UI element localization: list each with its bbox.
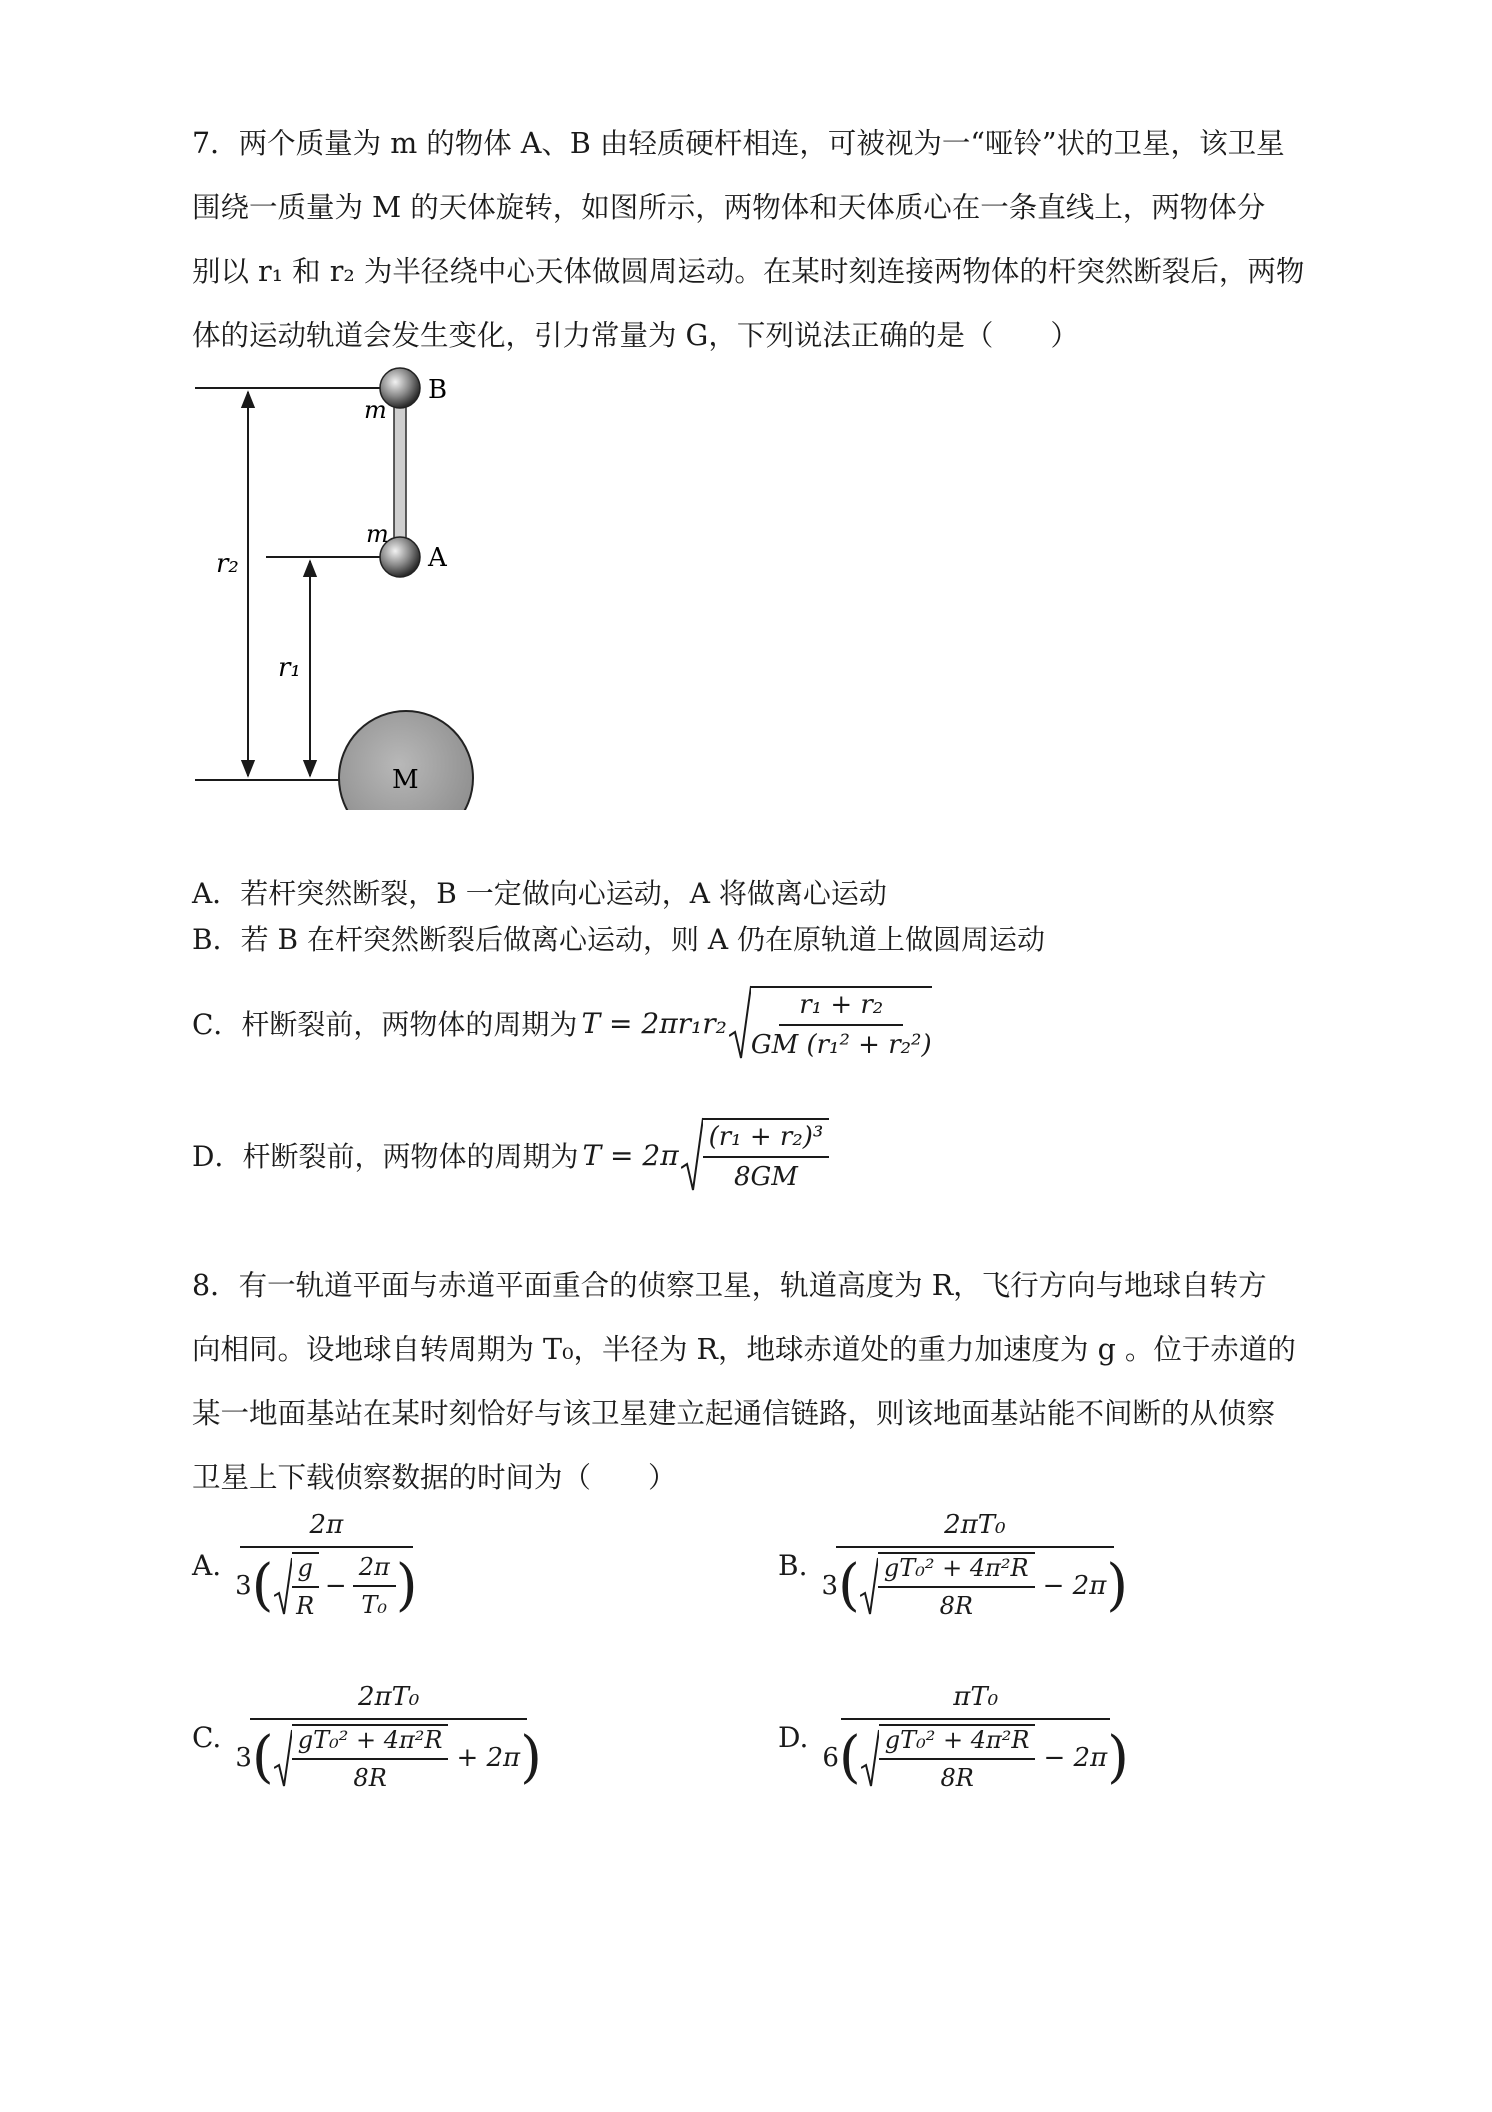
q8-line-2: 向相同。设地球自转周期为 T₀，半径为 R，地球赤道处的重力加速度为 g 。位于赤道的 <box>192 1333 1296 1366</box>
q8-option-A-rad-den: R <box>296 1592 315 1620</box>
q8-line-4: 卫星上下载侦察数据的时间为（ ） <box>192 1461 677 1494</box>
q8-option-B-tail: − 2π <box>1042 1571 1107 1601</box>
question-8-stem <box>192 1254 1312 1510</box>
q8-option-D-rad-num: gT₀² + 4π²R <box>879 1726 1036 1760</box>
rigid-rod <box>394 396 406 550</box>
q8-option-C-rad <box>292 1724 449 1792</box>
label-M: M <box>392 765 419 795</box>
q8-option-B-label: B. <box>778 1548 808 1582</box>
minus-sign: − <box>324 1571 347 1601</box>
q8-option-C-rad-den: 8R <box>353 1764 387 1792</box>
q7-option-B[interactable]: B．若 B 在杆突然断裂后做离心运动，则 A 仍在原轨道上做圆周运动 <box>192 923 1045 956</box>
sqrt-sign <box>681 1116 703 1194</box>
q8-option-B-coef: 3 <box>821 1571 839 1601</box>
q8-option-A-rad <box>292 1552 319 1620</box>
q7-option-D-fraction <box>703 1118 830 1192</box>
question-7-stem <box>192 112 1312 368</box>
label-mass-A: m <box>366 520 389 548</box>
q8-option-B-rad-den: 8R <box>939 1592 973 1620</box>
q7-option-C[interactable] <box>192 984 932 1062</box>
paren-open: ( <box>251 1725 274 1790</box>
label-mass-B: m <box>364 396 387 424</box>
q7-option-C-fraction <box>751 986 932 1060</box>
q8-option-D[interactable] <box>778 1682 1129 1792</box>
q8-option-D-label: D. <box>778 1720 809 1754</box>
planet-M <box>339 711 473 810</box>
q8-option-B-numerator: 2πT₀ <box>836 1510 1113 1548</box>
q8-option-A-fraction <box>235 1510 417 1620</box>
label-r2: r₂ <box>216 549 239 579</box>
q8-option-C-denominator <box>235 1720 542 1792</box>
q7-option-C-numerator: r₁ + r₂ <box>779 990 903 1026</box>
q7-option-C-text: C．杆断裂前，两物体的周期为 <box>192 1008 578 1041</box>
q7-option-C-lead: T = 2πr₁r₂ <box>581 1006 727 1040</box>
q8-option-A-sub-num: 2π <box>353 1553 396 1587</box>
q7-option-D-lead: T = 2π <box>582 1138 679 1172</box>
q8-option-C-coef: 3 <box>235 1743 252 1773</box>
q8-option-B[interactable] <box>778 1510 1128 1620</box>
paren-close: ) <box>520 1725 542 1790</box>
q8-option-D-denominator <box>822 1720 1129 1792</box>
label-B: B <box>428 375 448 405</box>
q7-option-D-text: D．杆断裂前，两物体的周期为 <box>192 1140 579 1173</box>
q8-option-A-label: A. <box>192 1548 222 1582</box>
label-A: A <box>428 543 447 573</box>
q8-option-A-coef: 3 <box>235 1571 252 1601</box>
q7-option-D-denominator: 8GM <box>734 1162 798 1192</box>
q8-option-B-rad-num: gT₀² + 4π²R <box>878 1554 1035 1588</box>
q8-option-A-numerator: 2π <box>240 1510 414 1548</box>
label-r1: r₁ <box>278 653 301 683</box>
q8-option-B-denominator <box>821 1548 1128 1620</box>
q8-line-1: 8．有一轨道平面与赤道平面重合的侦察卫星，轨道高度为 R，飞行方向与地球自转方 <box>192 1269 1267 1302</box>
q8-option-D-numerator: πT₀ <box>841 1682 1110 1720</box>
sqrt-sign <box>861 1728 879 1788</box>
q8-option-C-fraction <box>235 1682 542 1792</box>
q7-line-4: 体的运动轨道会发生变化，引力常量为 G，下列说法正确的是（ ） <box>192 319 1079 352</box>
q8-option-C-label: C. <box>192 1720 222 1754</box>
q8-option-D-rad-den: 8R <box>940 1764 974 1792</box>
paren-open: ( <box>838 1553 860 1618</box>
paren-open: ( <box>838 1725 861 1790</box>
q8-option-A-sub-den: T₀ <box>361 1591 388 1619</box>
q8-option-D-tail: − 2π <box>1043 1743 1108 1773</box>
q7-line-1: 7．两个质量为 m 的物体 A、B 由轻质硬杆相连，可被视为一“哑铃”状的卫星，该卫星 <box>192 127 1285 160</box>
q8-option-C-tail: + 2π <box>456 1743 521 1773</box>
q8-option-A-sub <box>353 1553 396 1619</box>
q8-option-A-rad-num: g <box>292 1554 319 1588</box>
q8-option-D-fraction <box>822 1682 1129 1792</box>
q7-option-D[interactable] <box>192 1116 829 1194</box>
q8-option-D-coef: 6 <box>822 1743 839 1773</box>
q8-option-B-fraction <box>821 1510 1128 1620</box>
sqrt-sign <box>274 1728 292 1788</box>
q7-option-D-numerator: (r₁ + r₂)³ <box>703 1122 830 1158</box>
q8-option-B-rad <box>878 1552 1035 1620</box>
q8-option-C-rad-num: gT₀² + 4π²R <box>292 1726 449 1760</box>
q7-line-3: 别以 r₁ 和 r₂ 为半径绕中心天体做圆周运动。在某时刻连接两物体的杆突然断裂后，两物 <box>192 255 1305 288</box>
paren-close: ) <box>1106 1553 1129 1618</box>
q7-line-2: 围绕一质量为 M 的天体旋转，如图所示，两物体和天体质心在一条直线上，两物体分 <box>192 191 1266 224</box>
sqrt-sign <box>860 1556 878 1616</box>
q8-option-C-numerator: 2πT₀ <box>250 1682 527 1720</box>
q8-line-3: 某一地面基站在某时刻恰好与该卫星建立起通信链路，则该地面基站能不间断的从侦察 <box>192 1397 1276 1430</box>
q8-option-A[interactable] <box>192 1510 418 1620</box>
paren-close: ) <box>1107 1725 1130 1790</box>
sqrt-sign <box>274 1556 292 1616</box>
q8-option-C[interactable] <box>192 1682 542 1792</box>
dumbbell-satellite-figure <box>180 360 520 810</box>
q8-option-D-rad <box>879 1724 1036 1792</box>
q7-option-A[interactable]: A．若杆突然断裂，B 一定做向心运动，A 将做离心运动 <box>192 877 887 910</box>
paren-close: ) <box>395 1553 418 1618</box>
paren-open: ( <box>251 1553 274 1618</box>
q8-option-A-denominator <box>235 1548 417 1620</box>
sqrt-sign <box>729 984 751 1062</box>
q7-option-C-denominator: GM (r₁² + r₂²) <box>750 1030 932 1060</box>
